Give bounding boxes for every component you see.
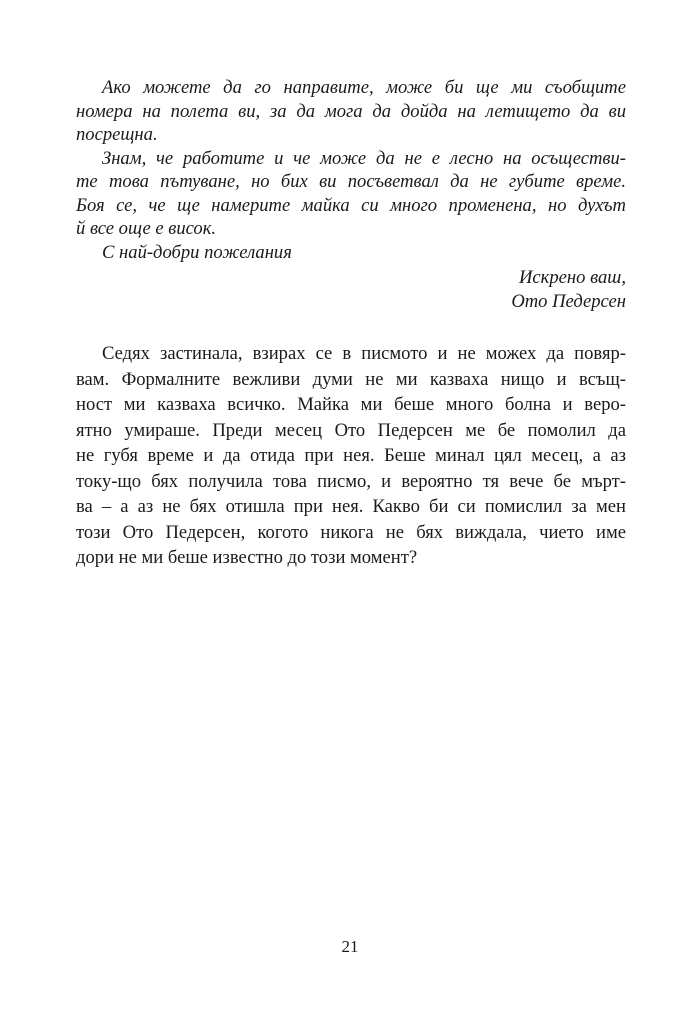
narrative-line: ва – а аз не бях отишла при нея. Какво би си помислил за мен <box>76 496 626 517</box>
letter-line: Знам, че работите и че може да не е лесно на осъществи- <box>102 147 626 169</box>
letter-line: Ако можете да го направите, може би ще ми съобщите <box>102 77 626 98</box>
letter-signoff: Искрено ваш, <box>518 267 626 288</box>
narrative-line: този Ото Педерсен, когото никога не бях виждала, чието име <box>76 521 626 543</box>
letter-excerpt <box>76 76 626 313</box>
narrative-line: не губя време и да отида при нея. Беше минал цял месец, а аз <box>76 445 626 466</box>
narrative-paragraph <box>76 341 626 571</box>
narrative-line: вам. Формалните вежливи думи не ми казваха нищо и всъщ- <box>76 368 626 390</box>
letter-line: те това пътуване, но бих ви посъветвал да не губите време. <box>76 171 626 192</box>
narrative-line: току-що бях получила това писмо, и вероятно тя вече бе мърт- <box>76 470 626 492</box>
narrative-line: дори не ми беше известно до този момент? <box>76 547 418 568</box>
narrative-line: ност ми казваха всичко. Майка ми беше много болна и веро- <box>76 394 626 415</box>
letter-line: номера на полета ви, за да мога да дойда на летището да ви <box>76 100 626 122</box>
letter-closing: С най-добри пожелания <box>102 241 292 263</box>
letter-line: посрещна. <box>76 124 158 145</box>
letter-line: й все още е висок. <box>76 218 217 239</box>
letter-line: Боя се, че ще намерите майка си много променена, но духът <box>76 194 626 216</box>
narrative-line: ятно умираше. Преди месец Ото Педерсен ме бе помолил да <box>76 419 626 441</box>
letter-signature: Ото Педерсен <box>511 290 626 312</box>
page-number: 21 <box>341 937 359 956</box>
narrative-line: Седях застинала, взирах се в писмото и не можех да повяр- <box>102 343 626 364</box>
